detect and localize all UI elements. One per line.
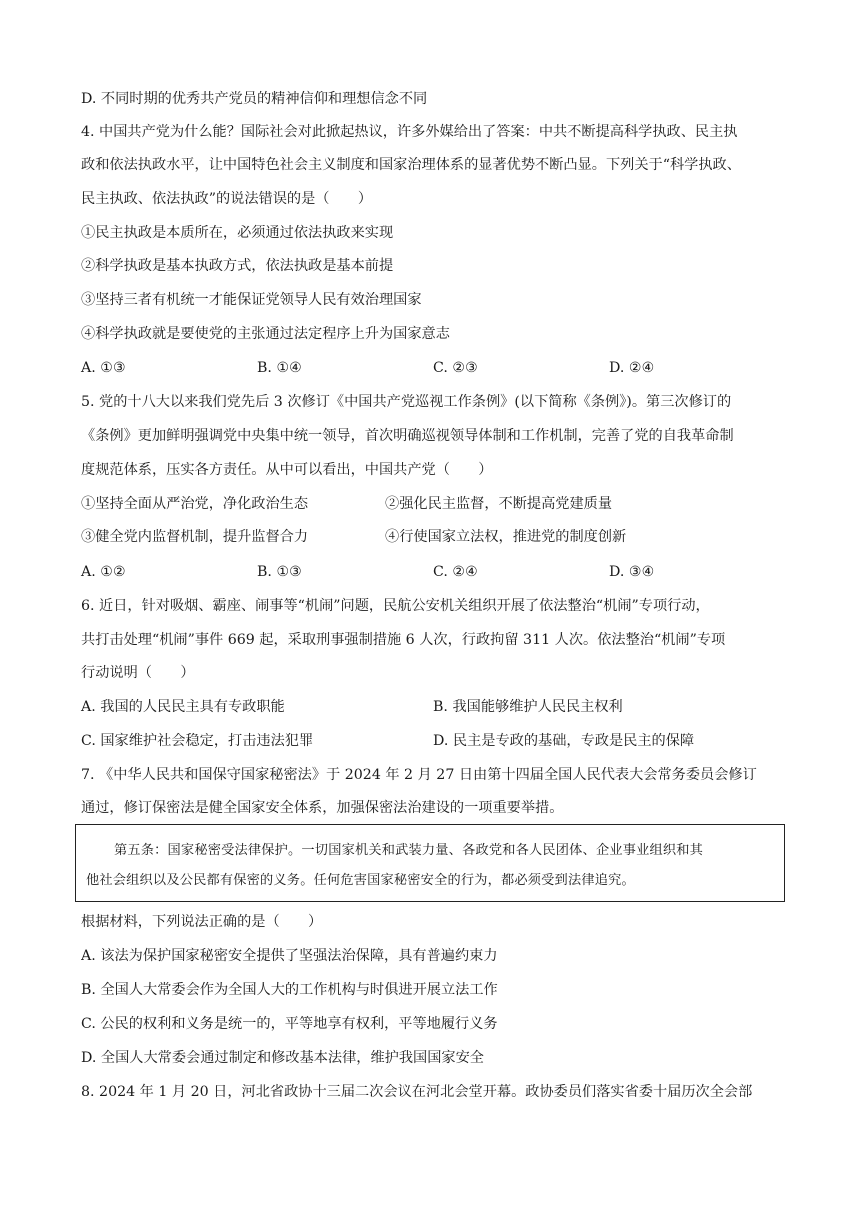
q4-statement-1: ①民主执政是本质所在，必须通过依法执政来实现 <box>81 225 394 241</box>
q7-choice-b: B. 全国人大常委会作为全国人大的工作机构与时俱进开展立法工作 <box>81 982 498 998</box>
q7-material-line-2: 他社会组织以及公民都有保密的义务。任何危害国家秘密安全的行为，都必须受到法律追究。 <box>86 873 635 888</box>
q7-choice-a: A. 该法为保护国家秘密安全提供了坚强法治保障，具有普遍约束力 <box>81 948 498 964</box>
q5-stem-line-3: 度规范体系，压实各方责任。从中可以看出，中国共产党（ ） <box>81 462 493 478</box>
q4-stem-line-3: 民主执政、依法执政”的说法错误的是（ ） <box>81 191 373 207</box>
q5-stem-line-1: 5. 党的十八大以来我们党先后 3 次修订《中国共产党巡视工作条例》(以下简称《条例》)。第三次修订的 <box>81 394 732 410</box>
q4-statement-4: ④科学执政就是要使党的主张通过法定程序上升为国家意志 <box>81 326 450 342</box>
q7-choice-d: D. 全国人大常委会通过制定和修改基本法律，维护我国国家安全 <box>81 1050 484 1066</box>
q5-stem-line-2: 《条例》更加鲜明强调党中央集中统一领导，首次明确巡视领导体制和工作机制，完善了党的自我革命制 <box>81 428 734 444</box>
q5-choice-a: A. ①② <box>81 564 126 580</box>
q7-choice-c: C. 公民的权利和义务是统一的，平等地享有权利，平等地履行义务 <box>81 1016 498 1032</box>
q6-choice-d: D. 民主是专政的基础，专政是民主的保障 <box>433 733 695 749</box>
q4-statement-2: ②科学执政是基本执政方式，依法执政是基本前提 <box>81 258 394 274</box>
q4-choice-d: D. ②④ <box>609 360 655 376</box>
q6-stem-line-1: 6. 近日，针对吸烟、霸座、闹事等“机闹”问题，民航公安机关组织开展了依法整治“机闹”专项行动， <box>81 598 710 614</box>
q5-statement-3: ③健全党内监督机制，提升监督合力 <box>81 529 309 545</box>
q4-choice-a: A. ①③ <box>81 360 126 376</box>
q6-choice-b: B. 我国能够维护人民民主权利 <box>433 699 623 715</box>
q5-choice-c: C. ②④ <box>433 564 478 580</box>
q7-material-line-1: 第五条：国家秘密受法律保护。一切国家机关和武装力量、各政党和各人民团体、企业事业组织和其 <box>114 843 704 858</box>
q6-stem-line-3: 行动说明（ ） <box>81 665 195 681</box>
q4-statement-3: ③坚持三者有机统一才能保证党领导人民有效治理国家 <box>81 292 422 308</box>
q6-choice-c: C. 国家维护社会稳定，打击违法犯罪 <box>81 733 314 749</box>
q4-stem-line-2: 政和依法执政水平，让中国特色社会主义制度和国家治理体系的显著优势不断凸显。下列关于“科学执政、 <box>81 157 741 173</box>
q4-choice-c: C. ②③ <box>433 360 478 376</box>
q4-stem-line-1: 4. 中国共产党为什么能？国际社会对此掀起热议，许多外媒给出了答案：中共不断提高科学执政、民主执 <box>81 124 738 140</box>
q5-statement-1: ①坚持全面从严治党，净化政治生态 <box>81 496 309 512</box>
q5-statement-4: ④行使国家立法权，推进党的制度创新 <box>385 529 627 545</box>
q5-choice-b: B. ①③ <box>257 564 302 580</box>
q8-stem-line-1: 8. 2024 年 1 月 20 日，河北省政协十三届二次会议在河北会堂开幕。政协委员们落实省委十届历次全会部 <box>81 1084 753 1100</box>
q4-choice-b: B. ①④ <box>257 360 302 376</box>
q7-stem-line-1: 7. 《中华人民共和国保守国家秘密法》于 2024 年 2 月 27 日由第十四届全国人民代表大会常务委员会修订 <box>81 767 757 783</box>
q7-material-box <box>75 824 785 902</box>
q5-choice-d: D. ③④ <box>609 564 655 580</box>
q6-stem-line-2: 共打击处理“机闹”事件 669 起，采取刑事强制措施 6 人次，行政拘留 311 人次。依法整治“机闹”专项 <box>81 632 726 648</box>
q5-statement-2: ②强化民主监督，不断提高党建质量 <box>385 496 613 512</box>
q7-stem-line-2: 通过，修订保密法是健全国家安全体系，加强保密法治建设的一项重要举措。 <box>81 800 564 816</box>
q3-option-d: D. 不同时期的优秀共产党员的精神信仰和理想信念不同 <box>81 91 428 107</box>
q6-choice-a: A. 我国的人民民主具有专政职能 <box>81 699 285 715</box>
q7-question: 根据材料，下列说法正确的是（ ） <box>81 914 323 930</box>
